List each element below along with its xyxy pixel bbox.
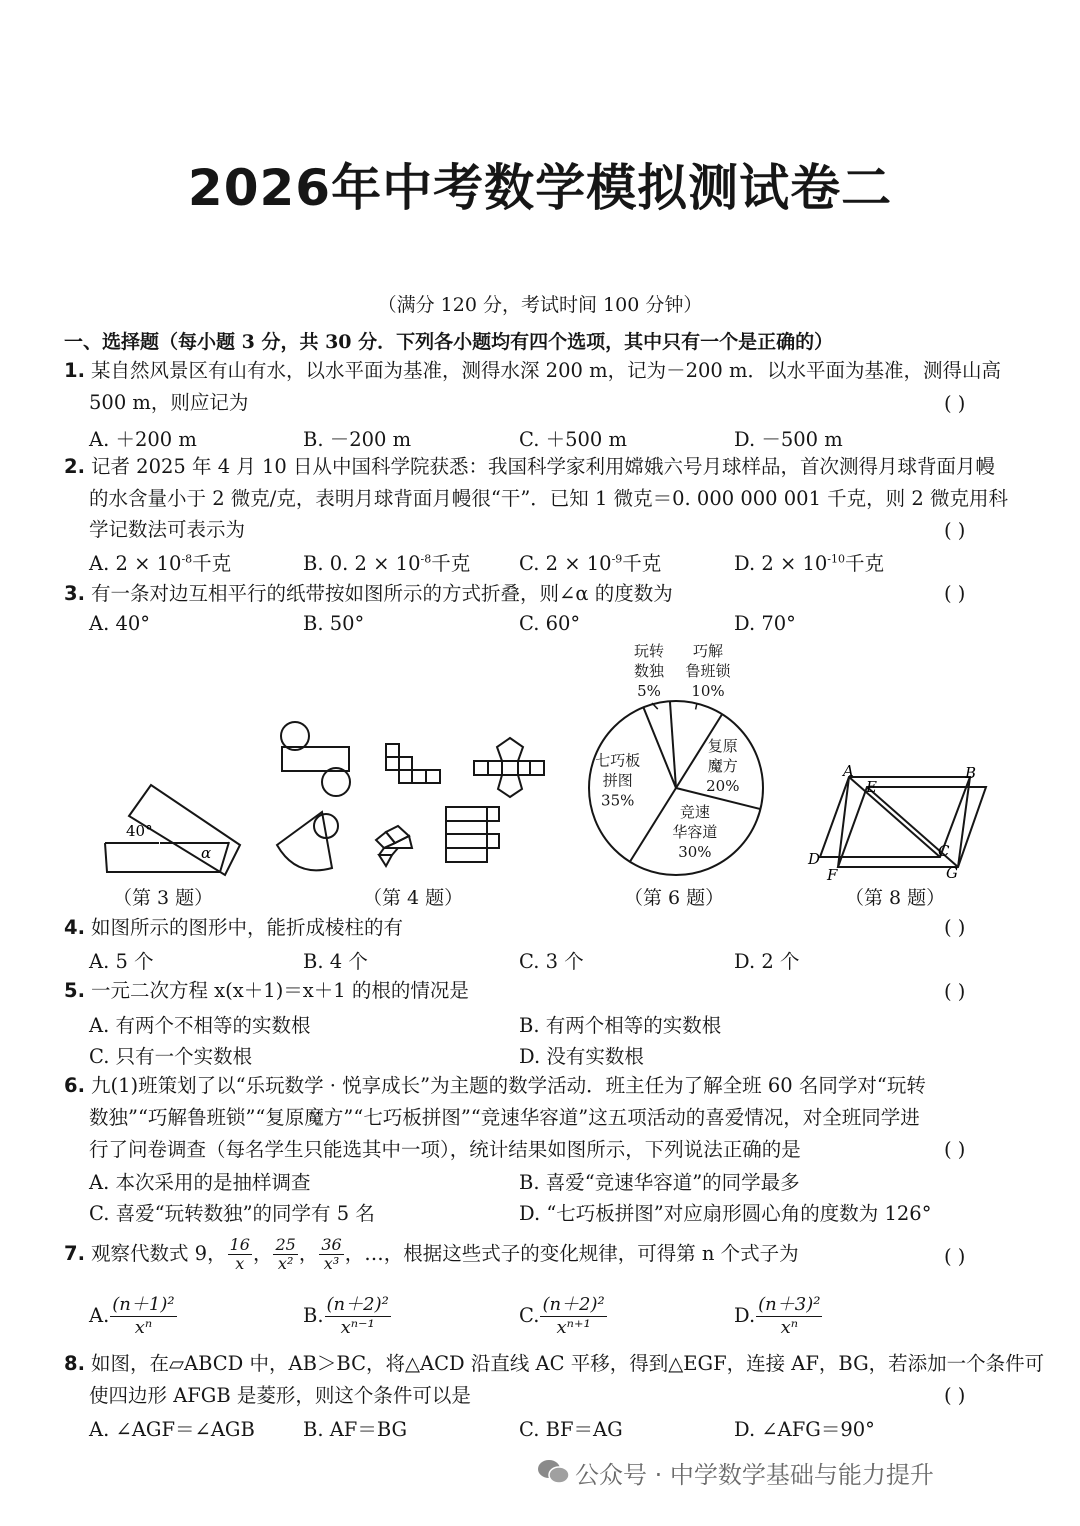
option-a: A. ∠AGF＝∠AGB bbox=[89, 1418, 255, 1441]
fig6-caption: （第 6 题） bbox=[624, 887, 725, 909]
fig8-label-c: C bbox=[938, 842, 950, 860]
option-b: B. －200 m bbox=[303, 428, 412, 451]
option-c: C. ＋500 m bbox=[519, 428, 628, 451]
question-text: 如图所示的图形中，能折成棱柱的有 bbox=[90, 916, 403, 939]
question-number: 2. bbox=[64, 455, 85, 478]
fig3-angle-label: 40° bbox=[126, 822, 153, 840]
option-c: C. 喜爱“玩转数独”的同学有 5 名 bbox=[89, 1202, 375, 1225]
option-a: A. $2 \times 10^{-8}$千克 bbox=[89, 552, 232, 575]
answer-paren: ( ) bbox=[944, 582, 966, 605]
question-number: 5. bbox=[64, 979, 85, 1002]
pie-slice-percent: 30% bbox=[678, 842, 712, 861]
watermark: 公众号 · 中学数学基础与能力提升 bbox=[575, 1461, 934, 1489]
fraction: $\frac{25}{\text{x²}}$ bbox=[275, 1235, 296, 1273]
option-d: D. 70° bbox=[734, 612, 796, 635]
question-8-cont: 使四边形 AFGB 是菱形，则这个条件可以是 bbox=[89, 1384, 471, 1407]
section-heading: 一、选择题（每小题 3 分，共 30 分．下列各小题均有四个选项，其中只有一个是正确的） bbox=[64, 331, 834, 353]
question-number: 3. bbox=[64, 582, 85, 605]
fig4-net-cylinder bbox=[281, 722, 350, 796]
fig4-net-triangles bbox=[376, 826, 412, 866]
question-6-cont: 行了问卷调查（每名学生只能选其中一项），统计结果如图所示，下列说法正确的是 bbox=[89, 1138, 801, 1161]
question-text: 记者 2025 年 4 月 10 日从中国科学院获悉：我国科学家利用嫦娥六号月球样品，首次测得月球背面月幔 bbox=[90, 455, 996, 478]
fig8-label-e: E bbox=[866, 778, 877, 796]
option-d: D. $\frac{\text{(n＋3)²}}{\text{xⁿ}}$ bbox=[734, 1294, 821, 1338]
question-number: 7. bbox=[64, 1242, 85, 1265]
option-d: D. －500 m bbox=[734, 428, 843, 451]
question-6-cont: 数独”“巧解鲁班锁”“复原魔方”“七巧板拼图”“竞速华容道”这五项活动的喜爱情况，对全班同学进 bbox=[89, 1106, 920, 1129]
option-a: A. 有两个不相等的实数根 bbox=[89, 1014, 311, 1037]
answer-paren: ( ) bbox=[944, 1138, 966, 1161]
pie-slice-label: 鲁班锁 bbox=[685, 662, 731, 680]
fig6-pie-chart bbox=[589, 642, 763, 875]
option-d: D. ∠AFG＝90° bbox=[734, 1418, 875, 1441]
pie-slice-label: 复原 bbox=[707, 737, 738, 756]
fig8-label-f: F bbox=[827, 866, 838, 884]
option-d: D. $2 \times 10^{-10}$千克 bbox=[734, 552, 885, 575]
fraction: $\frac{16}{x}$ bbox=[229, 1235, 250, 1273]
fig4-net-prism bbox=[446, 807, 499, 862]
fig8-label-b: B bbox=[965, 764, 977, 782]
question-1 bbox=[64, 355, 1001, 387]
question-6 bbox=[64, 1070, 926, 1102]
answer-paren: ( ) bbox=[944, 1384, 966, 1407]
option-b: B. AF＝BG bbox=[303, 1418, 408, 1441]
pie-slice-label: 数独 bbox=[633, 662, 665, 680]
option-b: B. 50° bbox=[303, 612, 365, 635]
option-c: C. $2 \times 10^{-9}$千克 bbox=[519, 552, 662, 575]
option-b: B. 0. $2 \times 10^{-8}$千克 bbox=[303, 552, 471, 575]
question-7: 7. 观察代数式 9， $\frac{16}{x}$ ， $\frac{25}{\text{x²}}$ ， $\frac{36}{\text{x³}}$ ，…，根据这些式子的变化规律，可得第 n 个式子为 bbox=[64, 1235, 799, 1273]
question-number: 4. bbox=[64, 916, 85, 939]
pie-slice-boundary bbox=[630, 788, 676, 862]
pie-slice-percent: 5% bbox=[637, 682, 661, 700]
answer-paren: ( ) bbox=[944, 980, 966, 1003]
question-number: 6. bbox=[64, 1074, 85, 1097]
answer-paren: ( ) bbox=[944, 916, 966, 939]
option-c: C. 60° bbox=[519, 612, 581, 635]
question-4 bbox=[64, 912, 403, 944]
fig4-net-squares bbox=[386, 744, 440, 783]
fig8-label-d: D bbox=[808, 850, 821, 868]
question-text: 一元二次方程 x(x＋1)＝x＋1 的根的情况是 bbox=[90, 979, 469, 1002]
question-2-cont: 学记数法可表示为 bbox=[89, 518, 246, 541]
question-2 bbox=[64, 451, 995, 483]
pie-slice-label: 竞速 bbox=[679, 802, 710, 821]
wechat-icon bbox=[537, 1458, 571, 1486]
question-text: 九(1)班策划了以“乐玩数学 · 悦享成长”为主题的数学活动．班主任为了解全班 60 名同学对“玩转 bbox=[90, 1074, 926, 1097]
option-a: A. 本次采用的是抽样调查 bbox=[89, 1171, 311, 1194]
option-a: A. 40° bbox=[89, 612, 151, 635]
question-8 bbox=[64, 1348, 1044, 1380]
pie-slice-label: 拼图 bbox=[602, 771, 633, 790]
fig8-caption: （第 8 题） bbox=[845, 887, 946, 909]
answer-paren: ( ) bbox=[944, 392, 966, 415]
question-1-cont: 500 m，则应记为 bbox=[89, 391, 249, 414]
option-a: A. $\frac{\text{(n＋1)²}}{\text{xⁿ}}$ bbox=[89, 1294, 175, 1338]
option-b: B. $\frac{\text{(n＋2)²}}{\text{xⁿ⁻¹}}$ bbox=[303, 1294, 389, 1338]
question-text: 有一条对边互相平行的纸带按如图所示的方式折叠，则∠α 的度数为 bbox=[90, 582, 673, 605]
option-a: A. 5 个 bbox=[89, 950, 154, 973]
option-d: D. 没有实数根 bbox=[519, 1045, 644, 1068]
question-2-cont: 的水含量小于 2 微克/克，表明月球背面月幔很“干”．已知 1 微克＝0. 000 000 001 千克，则 2 微克用科 bbox=[89, 487, 1008, 510]
pie-slice-percent: 10% bbox=[691, 682, 725, 700]
question-number: 1. bbox=[64, 359, 85, 382]
option-b: B. 有两个相等的实数根 bbox=[519, 1014, 722, 1037]
paper-title: 2026年中考数学模拟测试卷二 bbox=[187, 159, 893, 217]
option-d: D. 2 个 bbox=[734, 950, 800, 973]
option-a: A. ＋200 m bbox=[89, 428, 197, 451]
question-text-pre: 观察代数式 9， bbox=[90, 1242, 227, 1265]
question-number: 8. bbox=[64, 1352, 85, 1375]
fig3-alpha-label: α bbox=[201, 844, 212, 862]
option-c: C. $\frac{\text{(n＋2)²}}{\text{xⁿ⁺¹}}$ bbox=[519, 1294, 605, 1338]
answer-paren: ( ) bbox=[944, 519, 966, 542]
pie-slice-percent: 35% bbox=[601, 791, 635, 810]
pie-slice-percent: 20% bbox=[706, 777, 740, 796]
fig4-caption: （第 4 题） bbox=[363, 887, 464, 909]
fig8-parallelograms bbox=[820, 777, 986, 867]
fig4-net-cone bbox=[277, 812, 338, 870]
option-c: C. 只有一个实数根 bbox=[89, 1045, 253, 1068]
option-c: C. 3 个 bbox=[519, 950, 584, 973]
option-d: D. “七巧板拼图”对应扇形圆心角的度数为 126° bbox=[519, 1202, 932, 1225]
pie-slice-label: 玩转 bbox=[633, 642, 665, 660]
figures-row bbox=[0, 640, 1080, 920]
fig8-label-a: A bbox=[843, 762, 854, 780]
fraction: $\frac{36}{\text{x³}}$ bbox=[321, 1235, 342, 1273]
pie-slice-label: 七巧板 bbox=[595, 751, 641, 770]
question-text: 某自然风景区有山有水，以水平面为基准，测得水深 200 m，记为－200 m．以水平面为基准，测得山高 bbox=[90, 359, 1002, 382]
question-3 bbox=[64, 578, 673, 610]
pie-slice-label: 华容道 bbox=[672, 822, 718, 841]
option-b: B. 4 个 bbox=[303, 950, 368, 973]
option-c: C. BF＝AG bbox=[519, 1418, 623, 1441]
option-b: B. 喜爱“竞速华容道”的同学最多 bbox=[519, 1171, 800, 1194]
fig3-caption: （第 3 题） bbox=[113, 887, 214, 909]
question-text-post: ，…，根据这些式子的变化规律，可得第 n 个式子为 bbox=[344, 1242, 799, 1265]
pie-slice-label: 魔方 bbox=[707, 757, 738, 776]
pie-slice-label: 巧解 bbox=[692, 642, 724, 660]
fig4-net-pentagons bbox=[474, 738, 544, 797]
answer-paren: ( ) bbox=[944, 1245, 966, 1268]
question-5 bbox=[64, 975, 469, 1007]
fig8-label-g: G bbox=[946, 864, 958, 882]
question-text: 如图，在▱ABCD 中，AB＞BC，将△ACD 沿直线 AC 平移，得到△EGF，连接 AF，BG，若添加一个条件可 bbox=[90, 1352, 1045, 1375]
paper-subtitle: （满分 120 分，考试时间 100 分钟） bbox=[377, 294, 703, 316]
